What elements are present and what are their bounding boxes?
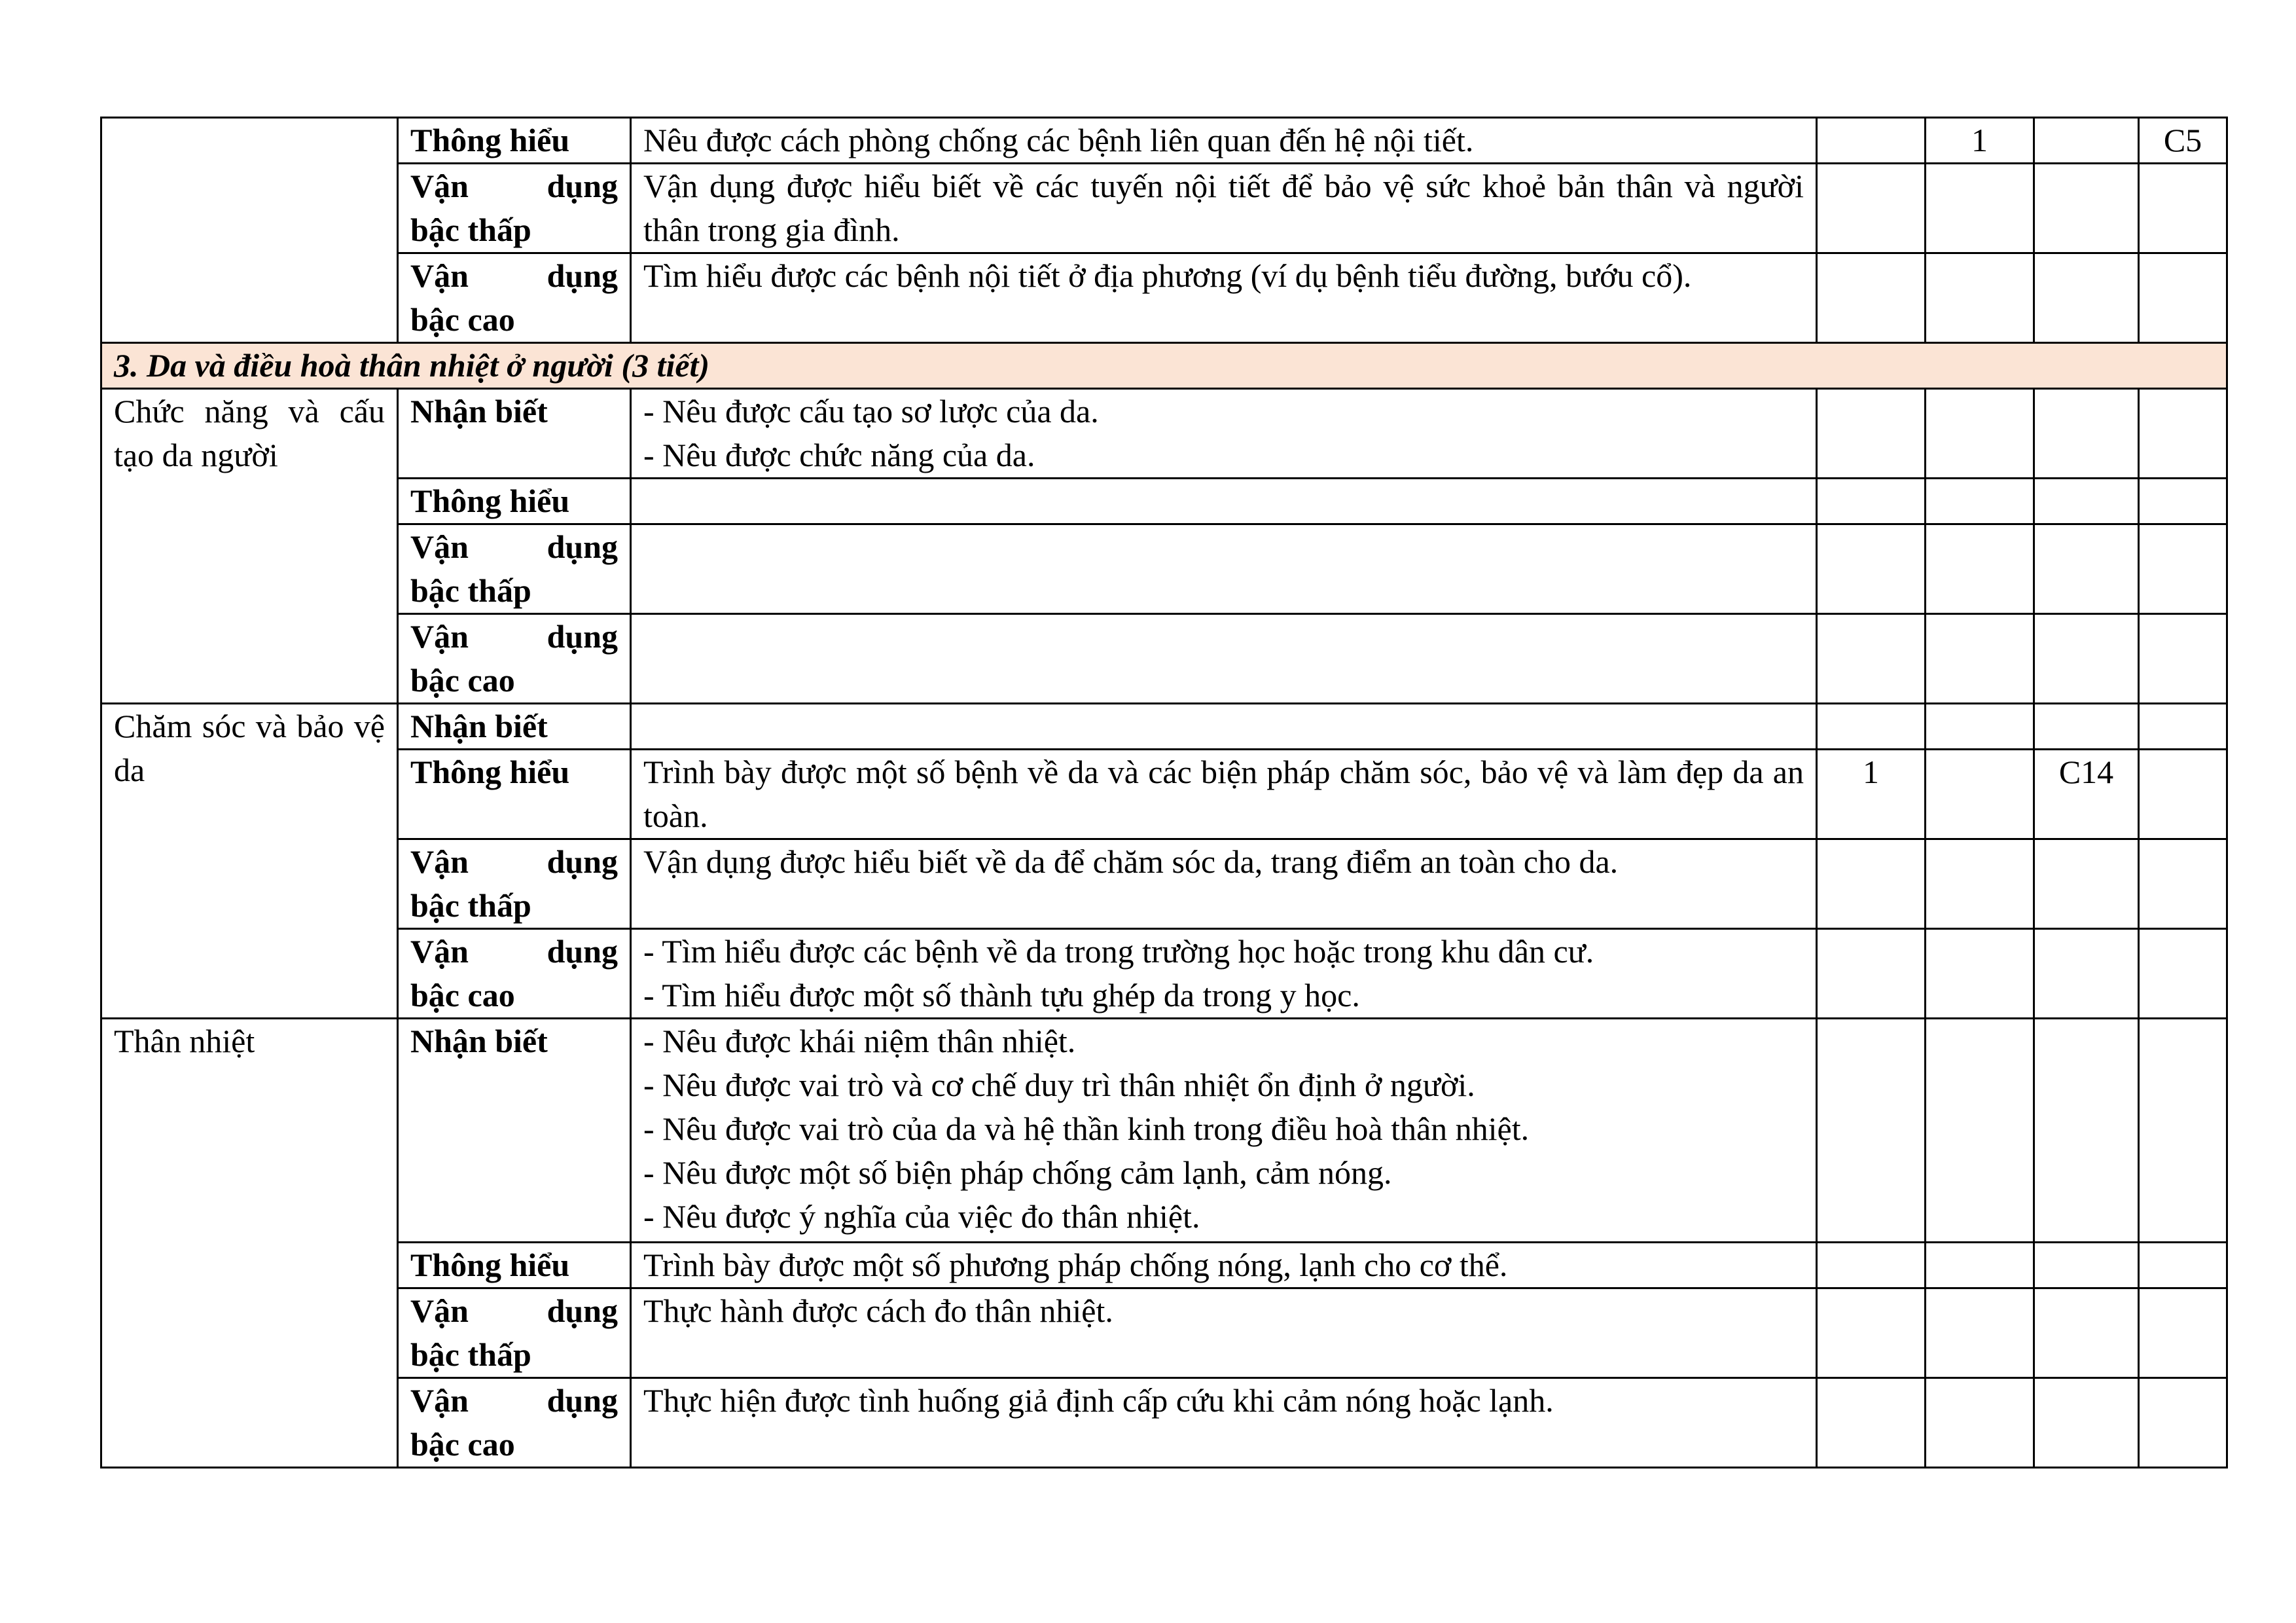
table-row — [101, 1378, 2227, 1468]
count-cell — [1817, 839, 1926, 929]
level-cell: Vận dụng bậc cao — [398, 253, 631, 343]
count-cell — [1926, 389, 2034, 479]
question-cell — [2139, 389, 2227, 479]
count-cell — [1926, 839, 2034, 929]
question-cell — [2034, 253, 2139, 343]
count-cell: 1 — [1926, 118, 2034, 164]
desc-cell — [631, 479, 1817, 524]
count-cell — [1926, 614, 2034, 704]
count-cell — [1926, 1288, 2034, 1378]
table-row — [101, 704, 2227, 750]
desc-cell — [631, 704, 1817, 750]
table-row — [101, 253, 2227, 343]
desc-cell: - Tìm hiểu được các bệnh về da trong trường học hoặc trong khu dân cư. - Tìm hiểu được một số thành tựu ghép da trong y học. — [631, 929, 1817, 1019]
topic-cell: Thân nhiệt — [101, 1019, 398, 1468]
question-cell — [2139, 1019, 2227, 1243]
level-cell: Vận dụng bậc cao — [398, 929, 631, 1019]
question-cell — [2139, 479, 2227, 524]
table-row — [101, 389, 2227, 479]
count-cell — [1817, 389, 1926, 479]
count-cell — [1926, 704, 2034, 750]
question-cell — [2139, 929, 2227, 1019]
level-cell: Vận dụng bậc thấp — [398, 1288, 631, 1378]
question-cell — [2139, 1378, 2227, 1468]
desc-cell: Vận dụng được hiểu biết về da để chăm sóc da, trang điểm an toàn cho da. — [631, 839, 1817, 929]
level-cell: Vận dụng bậc thấp — [398, 164, 631, 253]
question-cell — [2034, 1019, 2139, 1243]
question-cell — [2139, 1243, 2227, 1288]
desc-cell: - Nêu được cấu tạo sơ lược của da. - Nêu được chức năng của da. — [631, 389, 1817, 479]
question-cell: C5 — [2139, 118, 2227, 164]
level-cell: Thông hiểu — [398, 479, 631, 524]
count-cell — [1817, 1378, 1926, 1468]
table-row — [101, 524, 2227, 614]
table-row — [101, 750, 2227, 839]
table-row — [101, 1288, 2227, 1378]
table-row — [101, 614, 2227, 704]
question-cell — [2034, 614, 2139, 704]
question-cell — [2139, 164, 2227, 253]
question-cell — [2034, 1288, 2139, 1378]
desc-cell: Trình bày được một số phương pháp chống nóng, lạnh cho cơ thể. — [631, 1243, 1817, 1288]
question-cell — [2034, 839, 2139, 929]
section-title: 3. Da và điều hoà thân nhiệt ở người (3 tiết) — [101, 343, 2227, 389]
count-cell — [1926, 929, 2034, 1019]
desc-cell: - Nêu được khái niệm thân nhiệt. - Nêu được vai trò và cơ chế duy trì thân nhiệt ổn định ở người. - Nêu được vai trò của da và hệ thần kinh trong điều hoà thân nhiệt. - Nêu được một số biện pháp chống cảm lạnh, cảm nóng. - Nêu được ý nghĩa của việc đo thân nhiệt. — [631, 1019, 1817, 1243]
question-cell — [2139, 1288, 2227, 1378]
table-row — [101, 839, 2227, 929]
topic-cell-continued — [101, 118, 398, 343]
desc-cell: Thực hành được cách đo thân nhiệt. — [631, 1288, 1817, 1378]
desc-cell — [631, 614, 1817, 704]
question-cell — [2034, 929, 2139, 1019]
question-cell: C14 — [2034, 750, 2139, 839]
count-cell — [1817, 704, 1926, 750]
count-cell — [1926, 253, 2034, 343]
table-row — [101, 1243, 2227, 1288]
knowledge-matrix-table — [100, 117, 2228, 1468]
count-cell — [1926, 164, 2034, 253]
section-header-row — [101, 343, 2227, 389]
count-cell — [1817, 614, 1926, 704]
table-row — [101, 118, 2227, 164]
count-cell — [1817, 524, 1926, 614]
question-cell — [2034, 389, 2139, 479]
question-cell — [2139, 614, 2227, 704]
level-cell: Nhận biết — [398, 389, 631, 479]
count-cell — [1817, 1243, 1926, 1288]
count-cell — [1926, 1243, 2034, 1288]
count-cell — [1817, 479, 1926, 524]
question-cell — [2139, 750, 2227, 839]
question-cell — [2139, 253, 2227, 343]
count-cell — [1817, 1288, 1926, 1378]
level-cell: Vận dụng bậc cao — [398, 1378, 631, 1468]
level-cell: Nhận biết — [398, 704, 631, 750]
question-cell — [2034, 118, 2139, 164]
question-cell — [2139, 524, 2227, 614]
count-cell — [1926, 524, 2034, 614]
question-cell — [2139, 704, 2227, 750]
count-cell — [1926, 1019, 2034, 1243]
question-cell — [2034, 479, 2139, 524]
level-cell: Nhận biết — [398, 1019, 631, 1243]
desc-cell: Tìm hiểu được các bệnh nội tiết ở địa phương (ví dụ bệnh tiểu đường, bướu cổ). — [631, 253, 1817, 343]
count-cell — [1926, 1378, 2034, 1468]
count-cell — [1817, 164, 1926, 253]
desc-cell: Nêu được cách phòng chống các bệnh liên quan đến hệ nội tiết. — [631, 118, 1817, 164]
count-cell — [1817, 929, 1926, 1019]
count-cell — [1817, 1019, 1926, 1243]
count-cell: 1 — [1817, 750, 1926, 839]
level-cell: Vận dụng bậc cao — [398, 614, 631, 704]
question-cell — [2139, 839, 2227, 929]
desc-cell: Thực hiện được tình huống giả định cấp cứu khi cảm nóng hoặc lạnh. — [631, 1378, 1817, 1468]
table-row — [101, 929, 2227, 1019]
level-cell: Thông hiểu — [398, 750, 631, 839]
question-cell — [2034, 1378, 2139, 1468]
topic-cell: Chăm sóc và bảo vệ da — [101, 704, 398, 1019]
count-cell — [1926, 750, 2034, 839]
question-cell — [2034, 704, 2139, 750]
table-row — [101, 479, 2227, 524]
level-cell: Vận dụng bậc thấp — [398, 524, 631, 614]
question-cell — [2034, 1243, 2139, 1288]
level-cell: Thông hiểu — [398, 118, 631, 164]
desc-cell: Vận dụng được hiểu biết về các tuyến nội tiết để bảo vệ sức khoẻ bản thân và người thân trong gia đình. — [631, 164, 1817, 253]
table-row — [101, 1019, 2227, 1243]
table-row — [101, 164, 2227, 253]
desc-cell — [631, 524, 1817, 614]
question-cell — [2034, 164, 2139, 253]
desc-cell: Trình bày được một số bệnh về da và các biện pháp chăm sóc, bảo vệ và làm đẹp da an toàn. — [631, 750, 1817, 839]
count-cell — [1926, 479, 2034, 524]
topic-cell: Chức năng và cấu tạo da người — [101, 389, 398, 704]
question-cell — [2034, 524, 2139, 614]
level-cell: Thông hiểu — [398, 1243, 631, 1288]
level-cell: Vận dụng bậc thấp — [398, 839, 631, 929]
count-cell — [1817, 253, 1926, 343]
count-cell — [1817, 118, 1926, 164]
